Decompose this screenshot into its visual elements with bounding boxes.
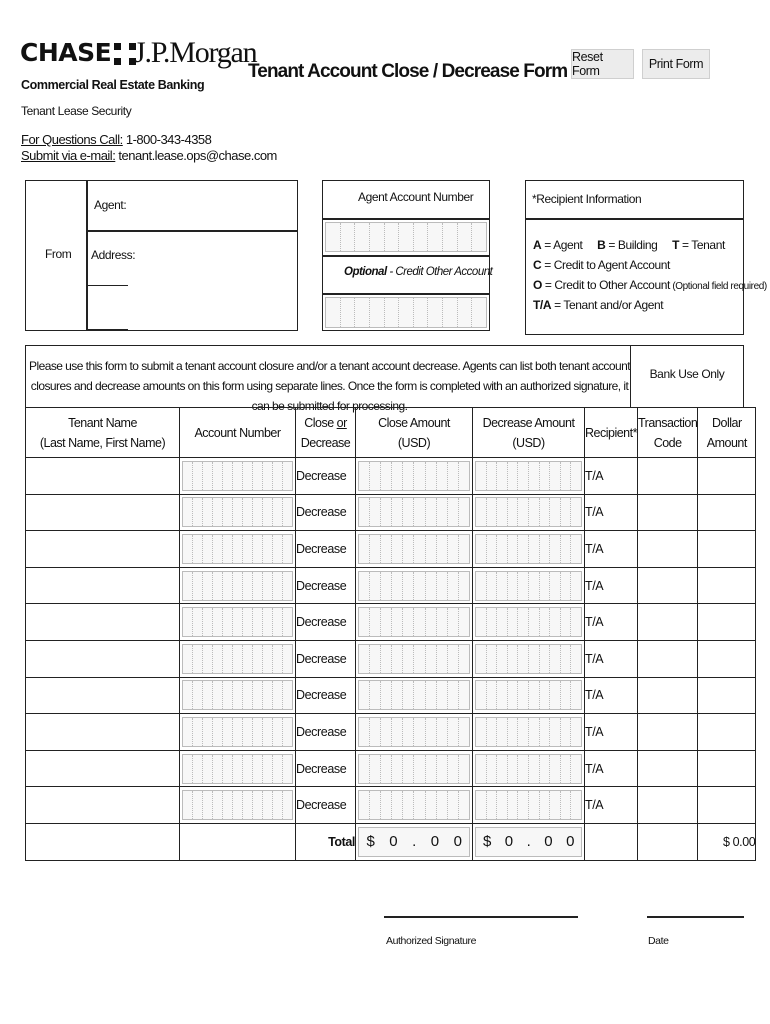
close-amount-field[interactable] [358,644,470,674]
col-close-or-decrease: Close or Decrease [296,408,356,458]
close-amount-field[interactable] [358,534,470,564]
chase-octagon-icon [114,42,136,64]
close-or-decrease-select[interactable]: Decrease [296,567,356,604]
agent-field[interactable] [130,188,290,222]
agent-account-label: Agent Account Number [358,190,474,204]
recipient-select[interactable]: T/A [585,567,638,604]
tenant-name-field[interactable] [26,714,180,751]
close-amount-field[interactable] [358,497,470,527]
recipient-select[interactable]: T/A [585,677,638,714]
account-number-field[interactable] [182,644,293,674]
dollar-amount-field[interactable] [698,714,756,751]
recipient-select[interactable]: T/A [585,494,638,531]
decrease-amount-field[interactable] [475,607,582,637]
tenant-name-field[interactable] [26,604,180,641]
date-line[interactable] [647,916,744,918]
table-row [26,714,756,751]
print-form-button[interactable]: Print Form [642,49,710,79]
authorized-signature-label: Authorized Signature [386,935,477,947]
totals-recipient-blank [585,823,638,860]
decrease-amount-field[interactable] [475,790,582,820]
dollar-amount-field[interactable] [698,787,756,824]
from-label: From [45,247,72,261]
transaction-code-field[interactable] [637,567,697,604]
table-header-row [26,408,756,458]
agent-account-divider-3 [322,293,490,295]
transaction-code-field[interactable] [637,531,697,568]
close-amount-total: $ 0 . 0 0 [358,827,470,857]
chase-logo [20,38,136,67]
recipient-select[interactable]: T/A [585,640,638,677]
transaction-code-field[interactable] [637,458,697,495]
optional-credit-label [344,266,492,278]
optional-bold: Optional [344,266,387,278]
tenant-name-field[interactable] [26,677,180,714]
submit-contact [21,148,277,163]
account-number-field[interactable] [182,680,293,710]
close-or-decrease-select[interactable]: Decrease [296,714,356,751]
close-amount-field[interactable] [358,571,470,601]
totals-row [26,823,756,860]
tenant-name-field[interactable] [26,567,180,604]
recipient-info-divider [525,218,744,220]
questions-label: For Questions Call: [21,132,123,147]
decrease-amount-field[interactable] [475,717,582,747]
jpmorgan-logo: J.P.Morgan [134,36,257,69]
account-number-field[interactable] [182,717,293,747]
decrease-amount-field[interactable] [475,534,582,564]
col-recipient: Recipient* [585,408,638,458]
recipient-select[interactable]: T/A [585,458,638,495]
decrease-amount-field[interactable] [475,754,582,784]
close-or-decrease-select[interactable]: Decrease [296,604,356,641]
questions-contact [21,132,211,147]
totals-blank [26,823,180,860]
decrease-amount-total: $ 0 . 0 0 [475,827,582,857]
dollar-amount-field[interactable] [698,458,756,495]
account-number-field[interactable] [182,571,293,601]
page-title: Tenant Account Close / Decrease Form [248,61,568,82]
dollar-amount-field[interactable] [698,604,756,641]
instructions-text: Please use this form to submit a tenant account closure and/or a tenant account decrease. Agents can list both tenant account closures and decrease amounts on this form using separate lines. Once the form is completed with an authorized signature, it can be submitted for processing. [29,359,630,413]
chase-wordmark: CHASE [20,38,112,67]
close-amount-field[interactable] [358,790,470,820]
dollar-amount-field[interactable] [698,677,756,714]
close-or-decrease-select[interactable]: Decrease [296,677,356,714]
recipient-select[interactable]: T/A [585,787,638,824]
account-number-field[interactable] [182,790,293,820]
agent-account-number-field[interactable] [325,222,487,252]
address-label: Address: [91,248,136,262]
recipient-select[interactable]: T/A [585,531,638,568]
close-amount-field[interactable] [358,754,470,784]
totals-transaction-blank [637,823,697,860]
recipient-line-1: A = Agent B = Building T = Tenant [533,238,725,252]
recipient-info-title: *Recipient Information [532,192,642,206]
close-or-decrease-select[interactable]: Decrease [296,750,356,787]
bank-use-label: Bank Use Only [649,367,725,381]
col-tenant-name: Tenant Name (Last Name, First Name) [26,408,180,458]
close-or-decrease-select[interactable]: Decrease [296,640,356,677]
dollar-amount-field[interactable] [698,750,756,787]
questions-phone: 1-800-343-4358 [122,132,212,147]
dollar-amount-total: $ 0.00 [698,823,756,860]
close-or-decrease-select[interactable]: Decrease [296,458,356,495]
dollar-amount-field[interactable] [698,567,756,604]
recipient-line-3: O = Credit to Other Account (Optional field required) [533,278,767,292]
agent-account-divider-1 [322,218,490,220]
close-amount-field[interactable] [358,680,470,710]
tenant-name-field[interactable] [26,458,180,495]
transaction-code-field[interactable] [637,640,697,677]
account-number-field[interactable] [182,754,293,784]
account-number-field[interactable] [182,607,293,637]
decrease-amount-field[interactable] [475,497,582,527]
address-line-1 [88,285,128,286]
table-row [26,567,756,604]
optional-rest: - Credit Other Account [386,266,493,278]
date-label: Date [648,935,669,947]
recipient-select[interactable]: T/A [585,750,638,787]
transaction-code-field[interactable] [637,750,697,787]
table-row [26,677,756,714]
decrease-amount-field[interactable] [475,680,582,710]
subtitle: Tenant Lease Security [21,104,132,118]
col-account-number: Account Number [180,408,296,458]
transaction-code-field[interactable] [637,714,697,751]
col-decrease-amount: Decrease Amount (USD) [473,408,585,458]
tenant-name-field[interactable] [26,787,180,824]
close-or-decrease-select[interactable]: Decrease [296,787,356,824]
tenant-name-field[interactable] [26,494,180,531]
close-amount-field[interactable] [358,717,470,747]
address-line-2 [88,329,128,330]
dollar-amount-field[interactable] [698,494,756,531]
transaction-code-field[interactable] [637,787,697,824]
table-row [26,458,756,495]
from-divider [86,180,88,331]
submit-email[interactable]: tenant.lease.ops@chase.com [115,148,277,163]
division-name: Commercial Real Estate Banking [21,78,205,92]
close-or-decrease-select[interactable]: Decrease [296,494,356,531]
table-row [26,531,756,568]
tenant-name-field[interactable] [26,640,180,677]
tenant-accounts-table [25,407,756,861]
recipient-select[interactable]: T/A [585,714,638,751]
decrease-amount-field[interactable] [475,644,582,674]
agent-label: Agent: [94,198,127,212]
col-close-amount: Close Amount (USD) [356,408,473,458]
agent-account-divider-2 [322,255,490,257]
recipient-select[interactable]: T/A [585,604,638,641]
account-number-field[interactable] [182,497,293,527]
other-account-number-field[interactable] [325,297,487,328]
table-row [26,787,756,824]
account-number-field[interactable] [182,461,293,491]
table-row [26,604,756,641]
decrease-amount-field[interactable] [475,571,582,601]
transaction-code-field[interactable] [637,677,697,714]
authorized-signature-line[interactable] [384,916,578,918]
decrease-amount-field[interactable] [475,461,582,491]
dollar-amount-field[interactable] [698,531,756,568]
transaction-code-field[interactable] [637,494,697,531]
table-row [26,640,756,677]
col-dollar-amount: Dollar Amount [698,408,756,458]
close-amount-field[interactable] [358,461,470,491]
submit-label: Submit via e-mail: [21,148,116,163]
table-row [26,494,756,531]
account-number-field[interactable] [182,534,293,564]
dollar-amount-field[interactable] [698,640,756,677]
reset-form-button[interactable]: Reset Form [571,49,634,79]
recipient-line-2: C = Credit to Agent Account [533,258,670,272]
col-transaction-code: Transaction Code [637,408,697,458]
agent-divider [86,230,298,232]
total-label: Total [296,823,356,860]
tenant-name-field[interactable] [26,750,180,787]
close-amount-field[interactable] [358,607,470,637]
address-field[interactable] [136,238,291,324]
totals-blank-2 [180,823,296,860]
tenant-name-field[interactable] [26,531,180,568]
recipient-line-4: T/A = Tenant and/or Agent [533,298,664,312]
close-or-decrease-select[interactable]: Decrease [296,531,356,568]
table-row [26,750,756,787]
transaction-code-field[interactable] [637,604,697,641]
